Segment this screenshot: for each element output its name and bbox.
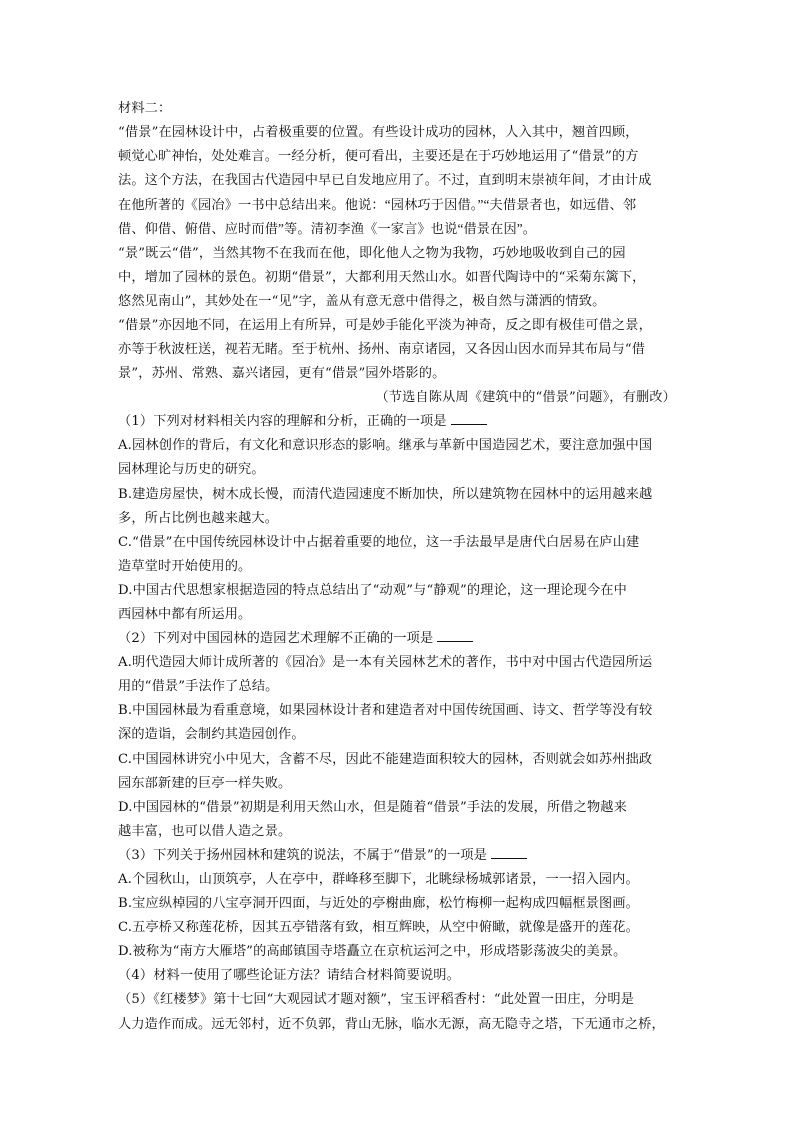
option-line: 用的“借景”手法作了总结。 <box>118 679 279 695</box>
paragraph-line: “借景”在园林设计中，占着极重要的位置。有些设计成功的园林，人入其中，翘首四顾， <box>118 125 639 141</box>
paragraph-line: 中，增加了园林的景色。初期“借景”，大都利用天然山水。如晋代陶诗中的“采菊东篱下， <box>118 269 646 285</box>
question-3-prompt <box>118 844 678 868</box>
option-line: C.五亭桥又称莲花桥，因其五亭错落有致，相互辉映，从空中俯瞰，就像是盛开的莲花。 <box>118 920 639 936</box>
question-5-prompt: （5）《红楼梦》第十七回“大观园试才题对额”，宝玉评稻香村：“此处置一田庄，分明是 <box>118 992 635 1008</box>
option-line: C.中国园林讲究小中见大，含蓄不尽，因此不能建造面积较大的园林，否则就会如苏州拙政 <box>118 751 653 767</box>
question-1-prompt <box>118 410 678 434</box>
section-heading: 材料二： <box>118 101 172 116</box>
option-line: D.被称为“南方大雁塔”的高邮镇国寺塔矗立在京杭运河之中，形成塔影荡波尖的美景。 <box>118 944 627 960</box>
option-line: B.建造房屋快，树木成长慢，而清代造园速度不断加快，所以建筑物在园林中的运用越来越 <box>118 486 653 502</box>
question-1-text: （1）下列对材料相关内容的理解和分析，正确的一项是 <box>118 414 447 430</box>
option-line: D.中国园林的“借景”初期是利用天然山水，但是随着“借景”手法的发展，所借之物越来 <box>118 799 627 815</box>
option-line: D.中国古代思想家根据造园的特点总结出了“动观”与“静观”的理论，这一理论现今在中 <box>118 582 627 598</box>
question-2-text: （2）下列对中国园林的造园艺术理解不正确的一项是 <box>118 631 434 647</box>
option-line: 多，所占比例也越来越大。 <box>118 510 279 526</box>
question-2-prompt <box>118 627 678 651</box>
option-line: A.园林创作的背后，有文化和意识形态的影响。继承与革新中国造园艺术，要注意加强中国 <box>118 438 653 454</box>
option-line: C.“借景”在中国传统园林设计中占据着重要的地位，这一手法最早是唐代白居易在庐山建 <box>118 534 640 550</box>
paragraph-line: 顿觉心旷神怡，处处难言。一经分析，便可看出，主要还是在于巧妙地运用了“借景”的方 <box>118 149 639 165</box>
paragraph-line: 人力造作而成。远无邻村，近不负郭，背山无脉，临水无源，高无隐寺之塔，下无通市之桥， <box>118 1016 665 1032</box>
option-line: A.明代造园大师计成所著的《园冶》是一本有关园林艺术的著作，书中对中国古代造园所运 <box>118 655 653 671</box>
option-line: A.个园秋山，山顶筑亭，人在亭中，群峰移至脚下，北眺绿杨城郭诸景，一一招入园内。 <box>118 872 639 887</box>
option-line: 越丰富，也可以借人造之景。 <box>118 823 292 839</box>
paragraph-line: 借、仰借、俯借、应时而借”等。清初李渔《一家言》也说“借景在因”。 <box>118 221 537 237</box>
document-body <box>118 97 678 1037</box>
paragraph-line: “景”既云“借”，当然其物不在我而在他，即化他人之物为我物，巧妙地吸收到自己的园 <box>118 245 626 261</box>
option-line: 西园林中都有所运用。 <box>118 606 252 622</box>
paragraph-line: 亦等于秋波枉送，视若无睹。至于杭州、扬州、南京诸园，又各因山因水而异其布局与“借 <box>118 341 646 357</box>
answer-blank <box>491 845 527 859</box>
option-line: 园林理论与历史的研究。 <box>118 462 265 478</box>
question-4-prompt: （4）材料一使用了哪些论证方法？请结合材料简要说明。 <box>118 968 460 984</box>
paragraph-line: 悠然见南山”，其妙处在一“见”字，盖从有意无意中借得之，极自然与潇洒的情致。 <box>118 293 606 309</box>
question-3-text: （3）下列关于扬州园林和建筑的说法，不属于“借景”的一项是 <box>118 847 488 863</box>
option-line: 园东部新建的巨亭一样失败。 <box>118 775 292 791</box>
source-citation: （节选自陈从周《建筑中的“借景”问题》，有删改） <box>375 390 676 406</box>
answer-blank <box>451 411 487 425</box>
option-line: 造草堂时开始使用的。 <box>118 558 252 574</box>
paragraph-line: 法。这个方法，在我国古代造园中早已自发地应用了。不过，直到明末崇祯年间，才由计成 <box>118 173 652 189</box>
paragraph-line: 景”，苏州、常熟、嘉兴诸园，更有“借景”园外塔影的。 <box>118 366 446 382</box>
paragraph-line: 在他所著的《园冶》一书中总结出来。他说：“园林巧于因借。”“夫借景者也，如远借、邻 <box>118 197 637 213</box>
option-line: B.中国园林最为看重意境，如果园林设计者和建造者对中国传统国画、诗文、哲学等没有较 <box>118 703 653 719</box>
option-line: B.宝应纵棹园的八宝亭洞开四面，与近处的亭榭曲廊，松竹梅柳一起构成四幅框景图画。 <box>118 896 640 912</box>
answer-blank <box>437 628 473 642</box>
paragraph-line: “借景”亦因地不同，在运用上有所异，可是妙手能化平淡为神奇，反之即有极佳可借之景， <box>118 317 652 333</box>
option-line: 深的造诣，会制约其造园创作。 <box>118 727 305 743</box>
